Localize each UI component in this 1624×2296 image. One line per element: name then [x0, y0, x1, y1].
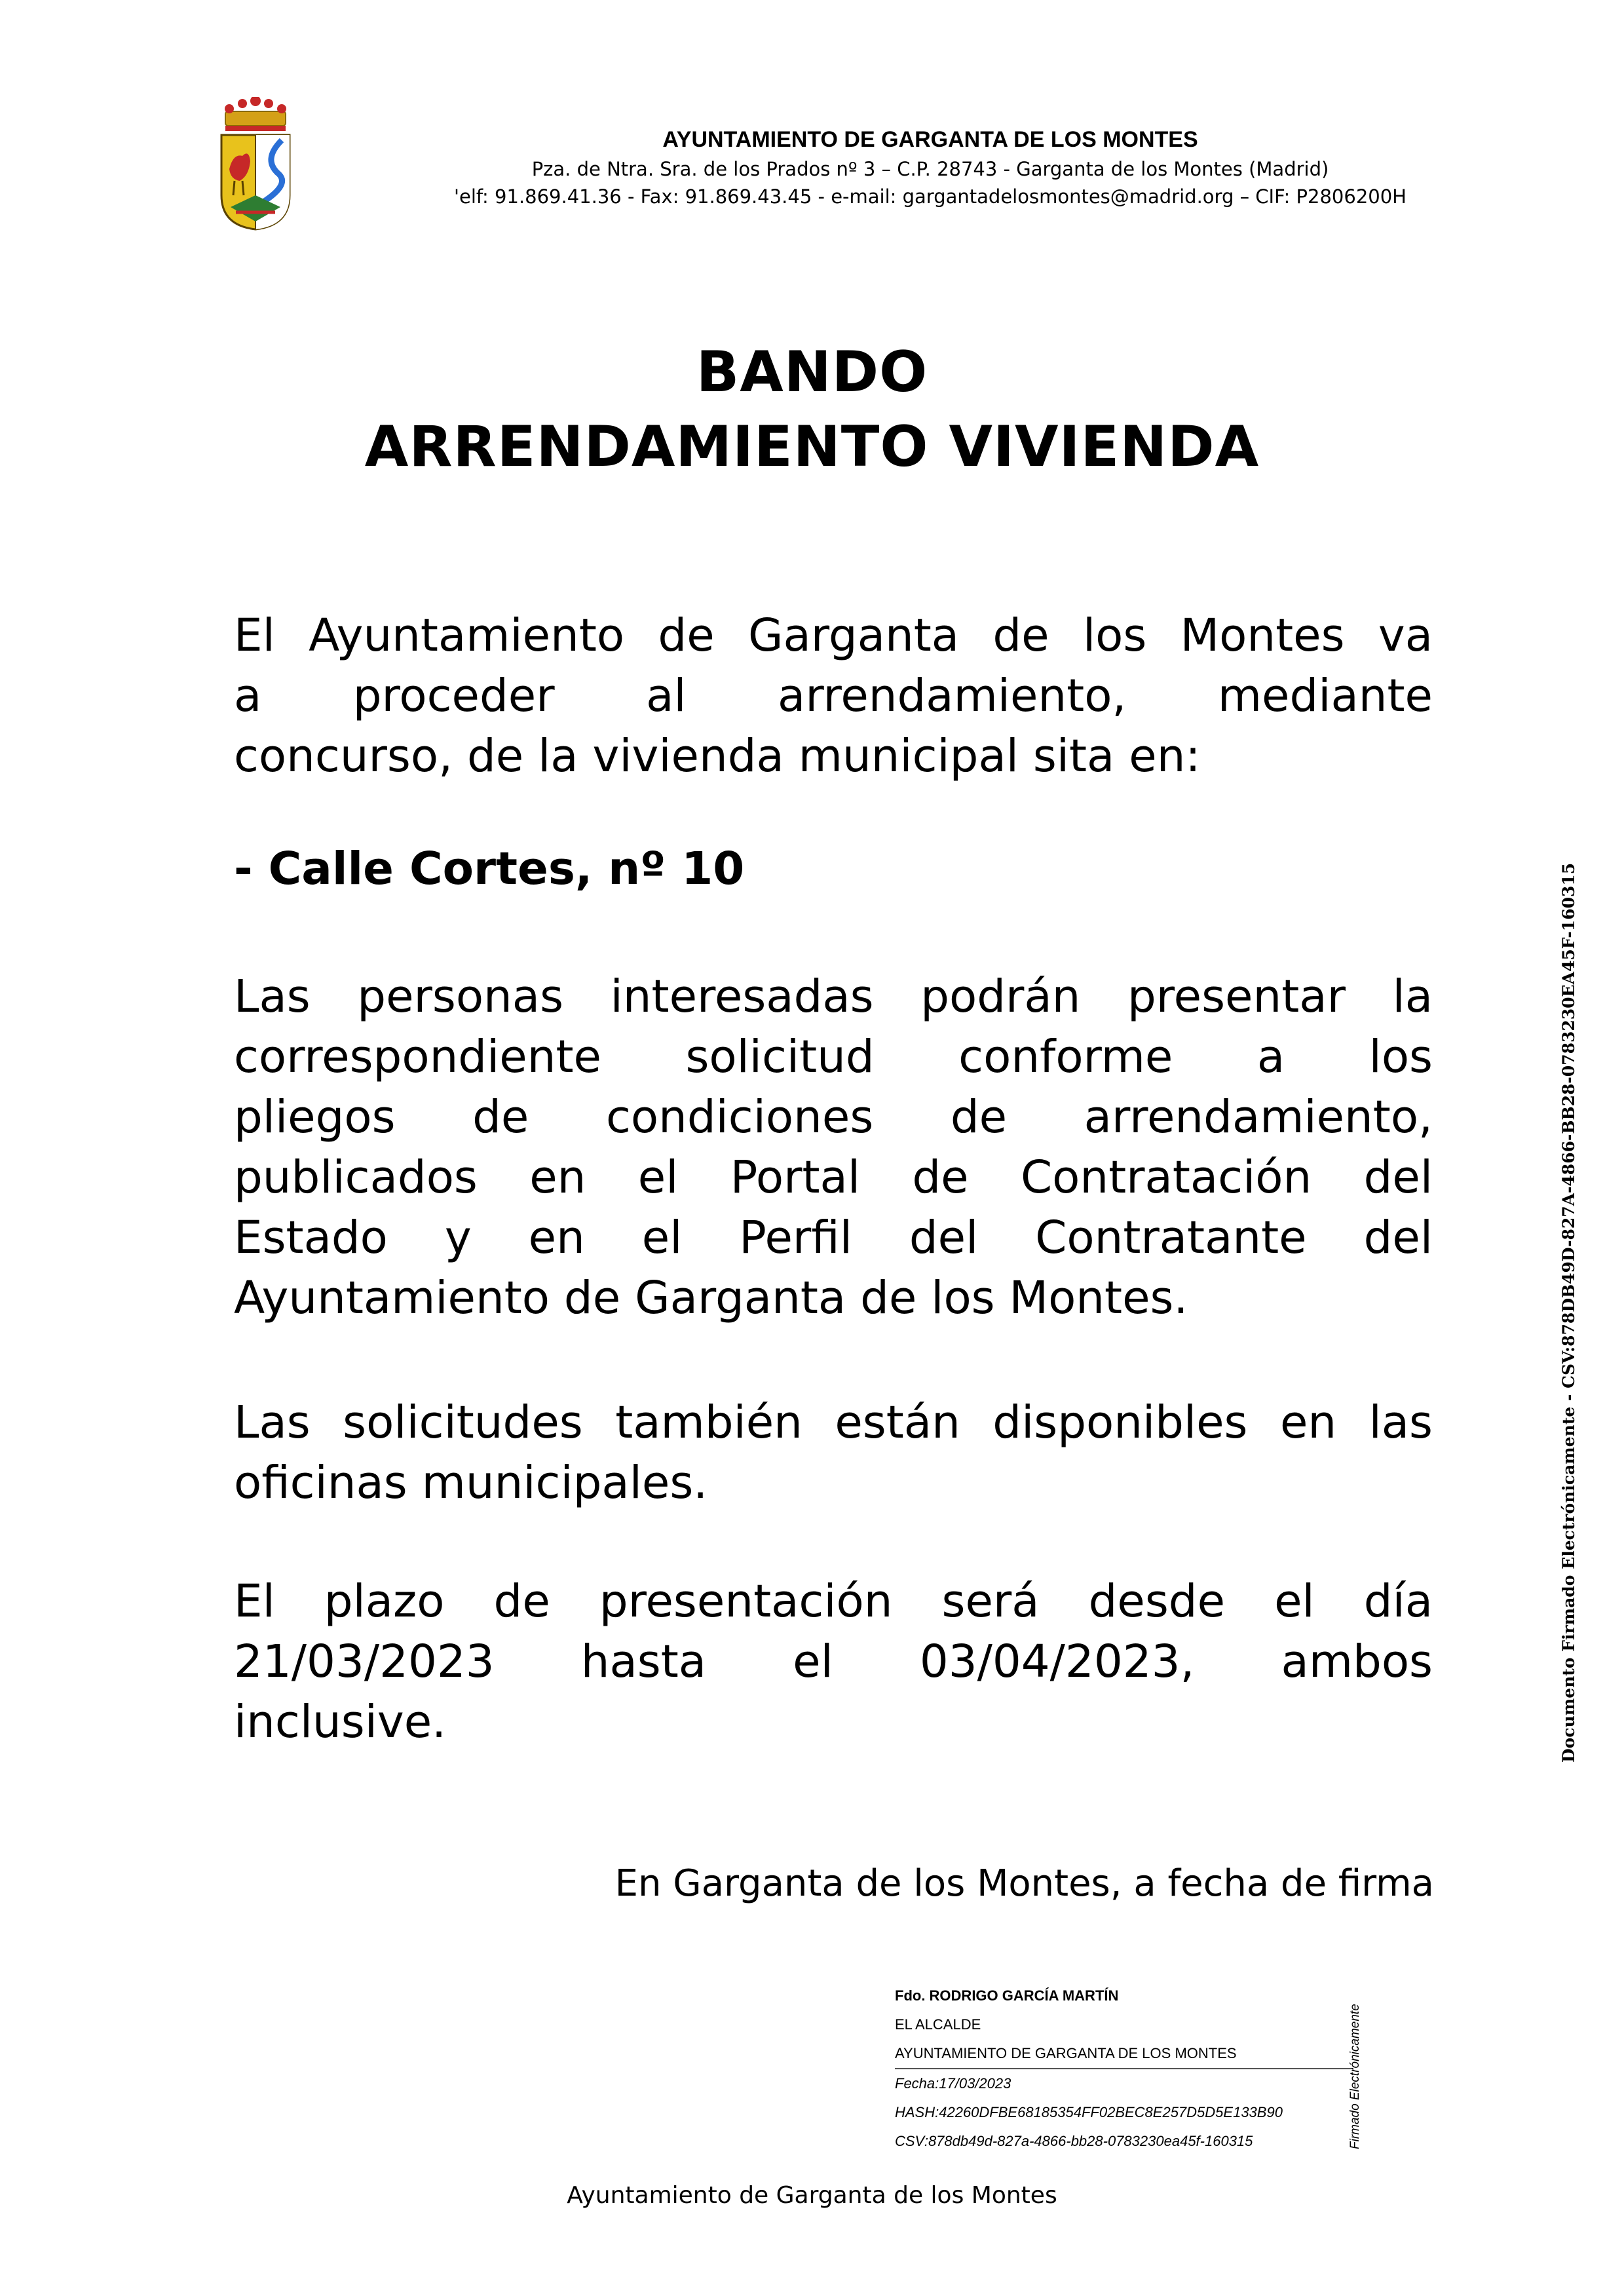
paragraph-line: 21/03/2023 hasta el 03/04/2023, ambos	[234, 1636, 1433, 1688]
paragraph-line: El Ayuntamiento de Garganta de los Montes va	[234, 609, 1433, 662]
paragraph-line: Las solicitudes también están disponibles en las	[234, 1396, 1433, 1449]
paragraph-line: correspondiente solicitud conforme a los	[234, 1031, 1433, 1083]
place-and-date: En Garganta de los Montes, a fecha de firma	[614, 1862, 1434, 1905]
electronic-signature-stamp: Documento Firmado Electrónicamente - CSV:878DB49D-827A-4866-BB28-0783230EA45F-160315	[1559, 862, 1578, 1763]
paragraph-line: Estado y en el Perfil del Contratante del	[234, 1212, 1433, 1264]
paragraph-line: oficinas municipales.	[234, 1457, 708, 1509]
signer-name: Fdo. RODRIGO GARCÍA MARTÍN	[895, 1987, 1119, 2004]
signature-hash: HASH:42260DFBE68185354FF02BEC8E257D5D5E133B90	[895, 2104, 1283, 2120]
header-org-name: AYUNTAMIENTO DE GARGANTA DE LOS MONTES	[662, 127, 1198, 152]
signature-csv: CSV:878db49d-827a-4866-bb28-0783230ea45f-160315	[895, 2133, 1253, 2149]
paragraph-line: El plazo de presentación será desde el día	[234, 1575, 1433, 1628]
document-title-bando: BANDO	[696, 339, 928, 405]
paragraph-application	[234, 966, 1433, 1328]
paragraph-line: publicados en el Portal de Contratación del	[234, 1151, 1433, 1204]
signature-date: Fecha:17/03/2023	[895, 2075, 1011, 2092]
paragraph-availability	[234, 1392, 1433, 1513]
paragraph-line: inclusive.	[234, 1696, 447, 1748]
header-address: Pza. de Ntra. Sra. de los Prados nº 3 – C.P. 28743 - Garganta de los Montes (Madrid)	[531, 158, 1329, 180]
signature-vertical-note: Firmado Electrónicamente	[1348, 2004, 1362, 2149]
paragraph-line: Las personas interesadas podrán presentar la	[234, 970, 1433, 1023]
signer-role: EL ALCALDE	[895, 2016, 981, 2033]
paragraph-intro	[234, 605, 1433, 786]
paragraph-line: Ayuntamiento de Garganta de los Montes.	[234, 1272, 1188, 1324]
property-address: - Calle Cortes, nº 10	[234, 843, 745, 895]
page-footer: Ayuntamiento de Garganta de los Montes	[567, 2182, 1057, 2209]
paragraph-line: concurso, de la vivienda municipal sita en:	[234, 730, 1201, 782]
paragraph-deadline	[234, 1571, 1433, 1752]
paragraph-line: a proceder al arrendamiento, mediante	[234, 670, 1433, 722]
coat-of-arms-icon	[216, 97, 295, 231]
signature-block	[895, 1981, 1353, 2156]
paragraph-line: pliegos de condiciones de arrendamiento,	[234, 1091, 1433, 1143]
document-title-subject: ARRENDAMIENTO VIVIENDA	[364, 414, 1260, 480]
header-contact: 'elf: 91.869.41.36 - Fax: 91.869.43.45 - e-mail: gargantadelosmontes@madrid.org – CIF: P2806200H	[454, 185, 1407, 208]
signer-organization: AYUNTAMIENTO DE GARGANTA DE LOS MONTES	[895, 2039, 1353, 2069]
